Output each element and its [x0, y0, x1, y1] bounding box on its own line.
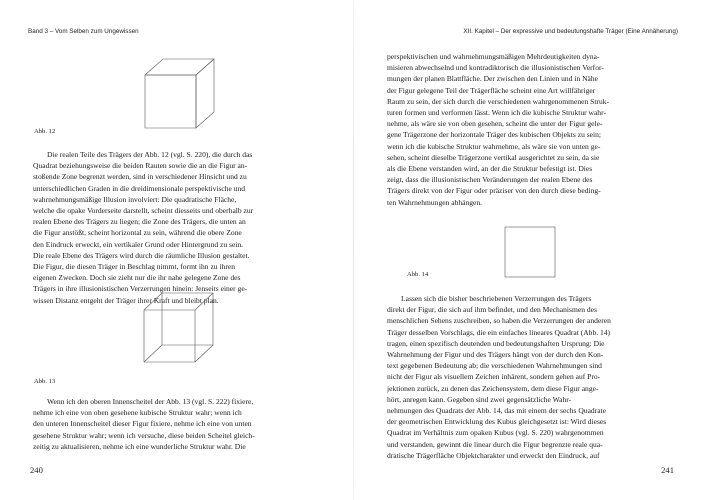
cube-edge — [195, 345, 213, 362]
cube-edge — [144, 345, 162, 362]
text-line: Lassen sich die bisher beschriebenen Verzerrungen des Trägers — [401, 294, 592, 303]
text-line: und verstanden, gewinnt die linear durch die Figur begrenzte reale qua- — [387, 439, 603, 449]
text-line: misieren abwechselnd und kontradiktorisch die illusionistischen Verfor- — [387, 63, 604, 73]
text-line: nehme ich eine von oben gesehene kubische Struktur wahr; wenn ich — [33, 408, 242, 418]
text-line: tragen, einen spezifisch deutenden und bedeutungshaften Ursprung: Die — [387, 338, 605, 348]
text-line: zeitig zu aktualisieren, nehme ich eine wunderliche Struktur wahr. Die — [33, 441, 246, 451]
left-paragraph-1 — [33, 149, 320, 306]
text-line: Die realen Teile des Trägers der Abb. 12 (vgl. S. 220), die durch das — [47, 150, 253, 159]
text-line: welche die opake Vorderseite darstellt, scheint diesseits und oberhalb zur — [33, 206, 254, 216]
text-line: direkt der Figur, die sich auf ihm befindet, und den Mechanismen des — [387, 305, 597, 315]
text-line: sehen, scheint dieselbe Trägerzone vertikal ausgerichtet zu sein, da sie — [387, 152, 600, 162]
text-line: realen Ebene des Trägers zu liegen; die Zone des Trägers, die unten an — [33, 217, 246, 227]
text-line: nicht der Figur als visuellem Zeichen inhärent, sondern gehen auf Pro- — [387, 372, 601, 382]
text-line: stoßende Zone begrenzt werden, sind in verschiedener Hinsicht und zu — [33, 172, 247, 182]
text-line: mungen der planen Blattfläche. Der zwischen den Linien und in Nähe — [387, 74, 599, 84]
text-line: gene Trägerzone der horizontale Träger des kubischen Objekts zu sein; — [387, 130, 601, 140]
text-line: Quadrat im Verhältnis zum opaken Kubus (vgl. S. 220) wahrgenommen — [387, 428, 604, 438]
page-number-right: 241 — [661, 465, 674, 475]
text-line: menschlichen Sehens zuschreiben, so haben die Verzerrungen der anderen — [387, 316, 611, 326]
cube-edge — [144, 293, 162, 310]
text-line: text gegebenen Bedeutung ab; die verschiedenen Wahrnehmungen sind — [387, 361, 602, 371]
text-line: Wenn ich den oberen Innenscheitel der Abb. 13 (vgl. S. 222) fixiere, — [47, 397, 254, 406]
left-paragraph-2 — [33, 396, 320, 452]
text-line: als die Ebene verstanden wird, an der die Struktur befestigt ist. Dies — [387, 164, 593, 174]
right-page — [354, 0, 708, 500]
text-line: eigenen Zwecken. Doch sie zieht nur die ihr nahe gelegene Zone des — [33, 273, 241, 283]
text-line: dratische Trägerfläche Objektcharakter und erweckt den Eindruck, auf — [387, 450, 600, 460]
text-line: wahrnehmungsmäßige Illusion involviert: Die quadratische Fläche, — [33, 194, 237, 204]
text-line: der geometrischen Entwicklung des Kubus gleichgesetzt ist: Wird dieses — [387, 417, 607, 427]
text-line: zeigt, dass die illusionistischen Veränderungen der realen Ebene des — [387, 175, 593, 185]
cube-front-face — [145, 75, 196, 128]
running-head-left: Band 3 – Vom Selben zum Ungewissen — [28, 28, 139, 35]
text-line: unterschiedlichen Graden in die dreidimensionale perspektivische und — [33, 183, 246, 193]
cube-top-face — [145, 59, 214, 75]
page-number-left: 240 — [30, 465, 43, 475]
text-line: hört, anregen kann. Gegeben sind zwei gegensätzliche Wahr- — [387, 394, 572, 404]
figure-wireframe-cube — [139, 290, 219, 370]
cube-edge — [195, 293, 213, 310]
text-line: Trägers direkt von der Figur oder präziser von den durch diese beding- — [387, 186, 601, 196]
text-line: Quadrat beziehungsweise die beiden Rauten sowie die an die Figur an- — [33, 161, 248, 171]
figure-linear-square — [504, 226, 556, 278]
text-line: Die reale Ebene des Trägers wird durch die räumliche Illusion gestaltet. — [33, 250, 250, 260]
right-paragraph-1 — [387, 51, 677, 208]
text-line: den Eindruck erweckt, ein vertikaler Grund oder Hintergrund zu sein. — [33, 239, 244, 249]
cube-back-square — [162, 293, 213, 345]
figure-caption-abb-14: Abb. 14 — [407, 271, 429, 278]
text-line: den unteren Innenscheitel dieser Figur fixiere, nehme ich eine von unten — [33, 419, 252, 429]
text-line: Träger desselben Vorschlags, die ein einfaches lineares Quadrat (Abb. 14) — [387, 327, 611, 337]
cube-front-square — [144, 310, 195, 362]
text-line: jektionen zurück, zu denen das Zeichensystem, dem diese Figur ange- — [387, 383, 599, 393]
text-line: Die Figur, die diesen Träger in Beschlag nimmt, formt ihn zu ihren — [33, 262, 235, 272]
text-line: nehmungen des Quadrats der Abb. 14, das mit einem der sechs Quadrate — [387, 406, 607, 416]
text-line: wenn ich die kubische Struktur wahrnehme, als wäre sie von unten ge- — [387, 141, 601, 151]
text-line: turen formen und verformen lässt. Wenn ich die kubische Struktur wahr- — [387, 108, 606, 118]
text-line: Trägers in ihre illusionistischen Verzerrungen hinein: Jenseits einer ge- — [33, 284, 248, 294]
text-line: gesehene Struktur wahr; wenn ich versuche, diese beiden Scheitel gleich- — [33, 430, 255, 440]
text-line: nehme, als wäre sie von oben gesehen, scheint die unter der Figur gele- — [387, 119, 603, 129]
text-line: perspektivischen und wahrnehmungsmäßigen Mehrdeutigkeiten dyna- — [387, 52, 600, 61]
running-head-right: XII. Kapitel – Der expressive und bedeutungshafte Träger (Eine Annäherung) — [463, 28, 678, 35]
cube-side-face — [196, 59, 214, 128]
text-line: ten Wahrnehmungen abhängen. — [387, 197, 483, 207]
square-outline — [505, 227, 555, 277]
text-line: die Figur anstößt, scheint horizontal zu sein, während die obere Zone — [33, 228, 242, 238]
text-line: der Figur gelegene Teil der Trägerfläche scheint eine Art willfähriger — [387, 85, 596, 95]
figure-opaque-cube — [140, 56, 220, 136]
text-line: Wahrnehmung der Figur und des Trägers hängt von der durch den Kon- — [387, 350, 604, 360]
right-paragraph-2 — [387, 293, 677, 461]
text-line: Raum zu sein, der sich durch die verschiedenen wahrgenommenen Struk- — [387, 96, 610, 106]
text-line: wissen Distanz entgeht der Träger ihrer Kraft und bleibt plan. — [33, 295, 219, 305]
figure-caption-abb-13: Abb. 13 — [34, 378, 56, 385]
figure-caption-abb-12: Abb. 12 — [34, 128, 56, 135]
